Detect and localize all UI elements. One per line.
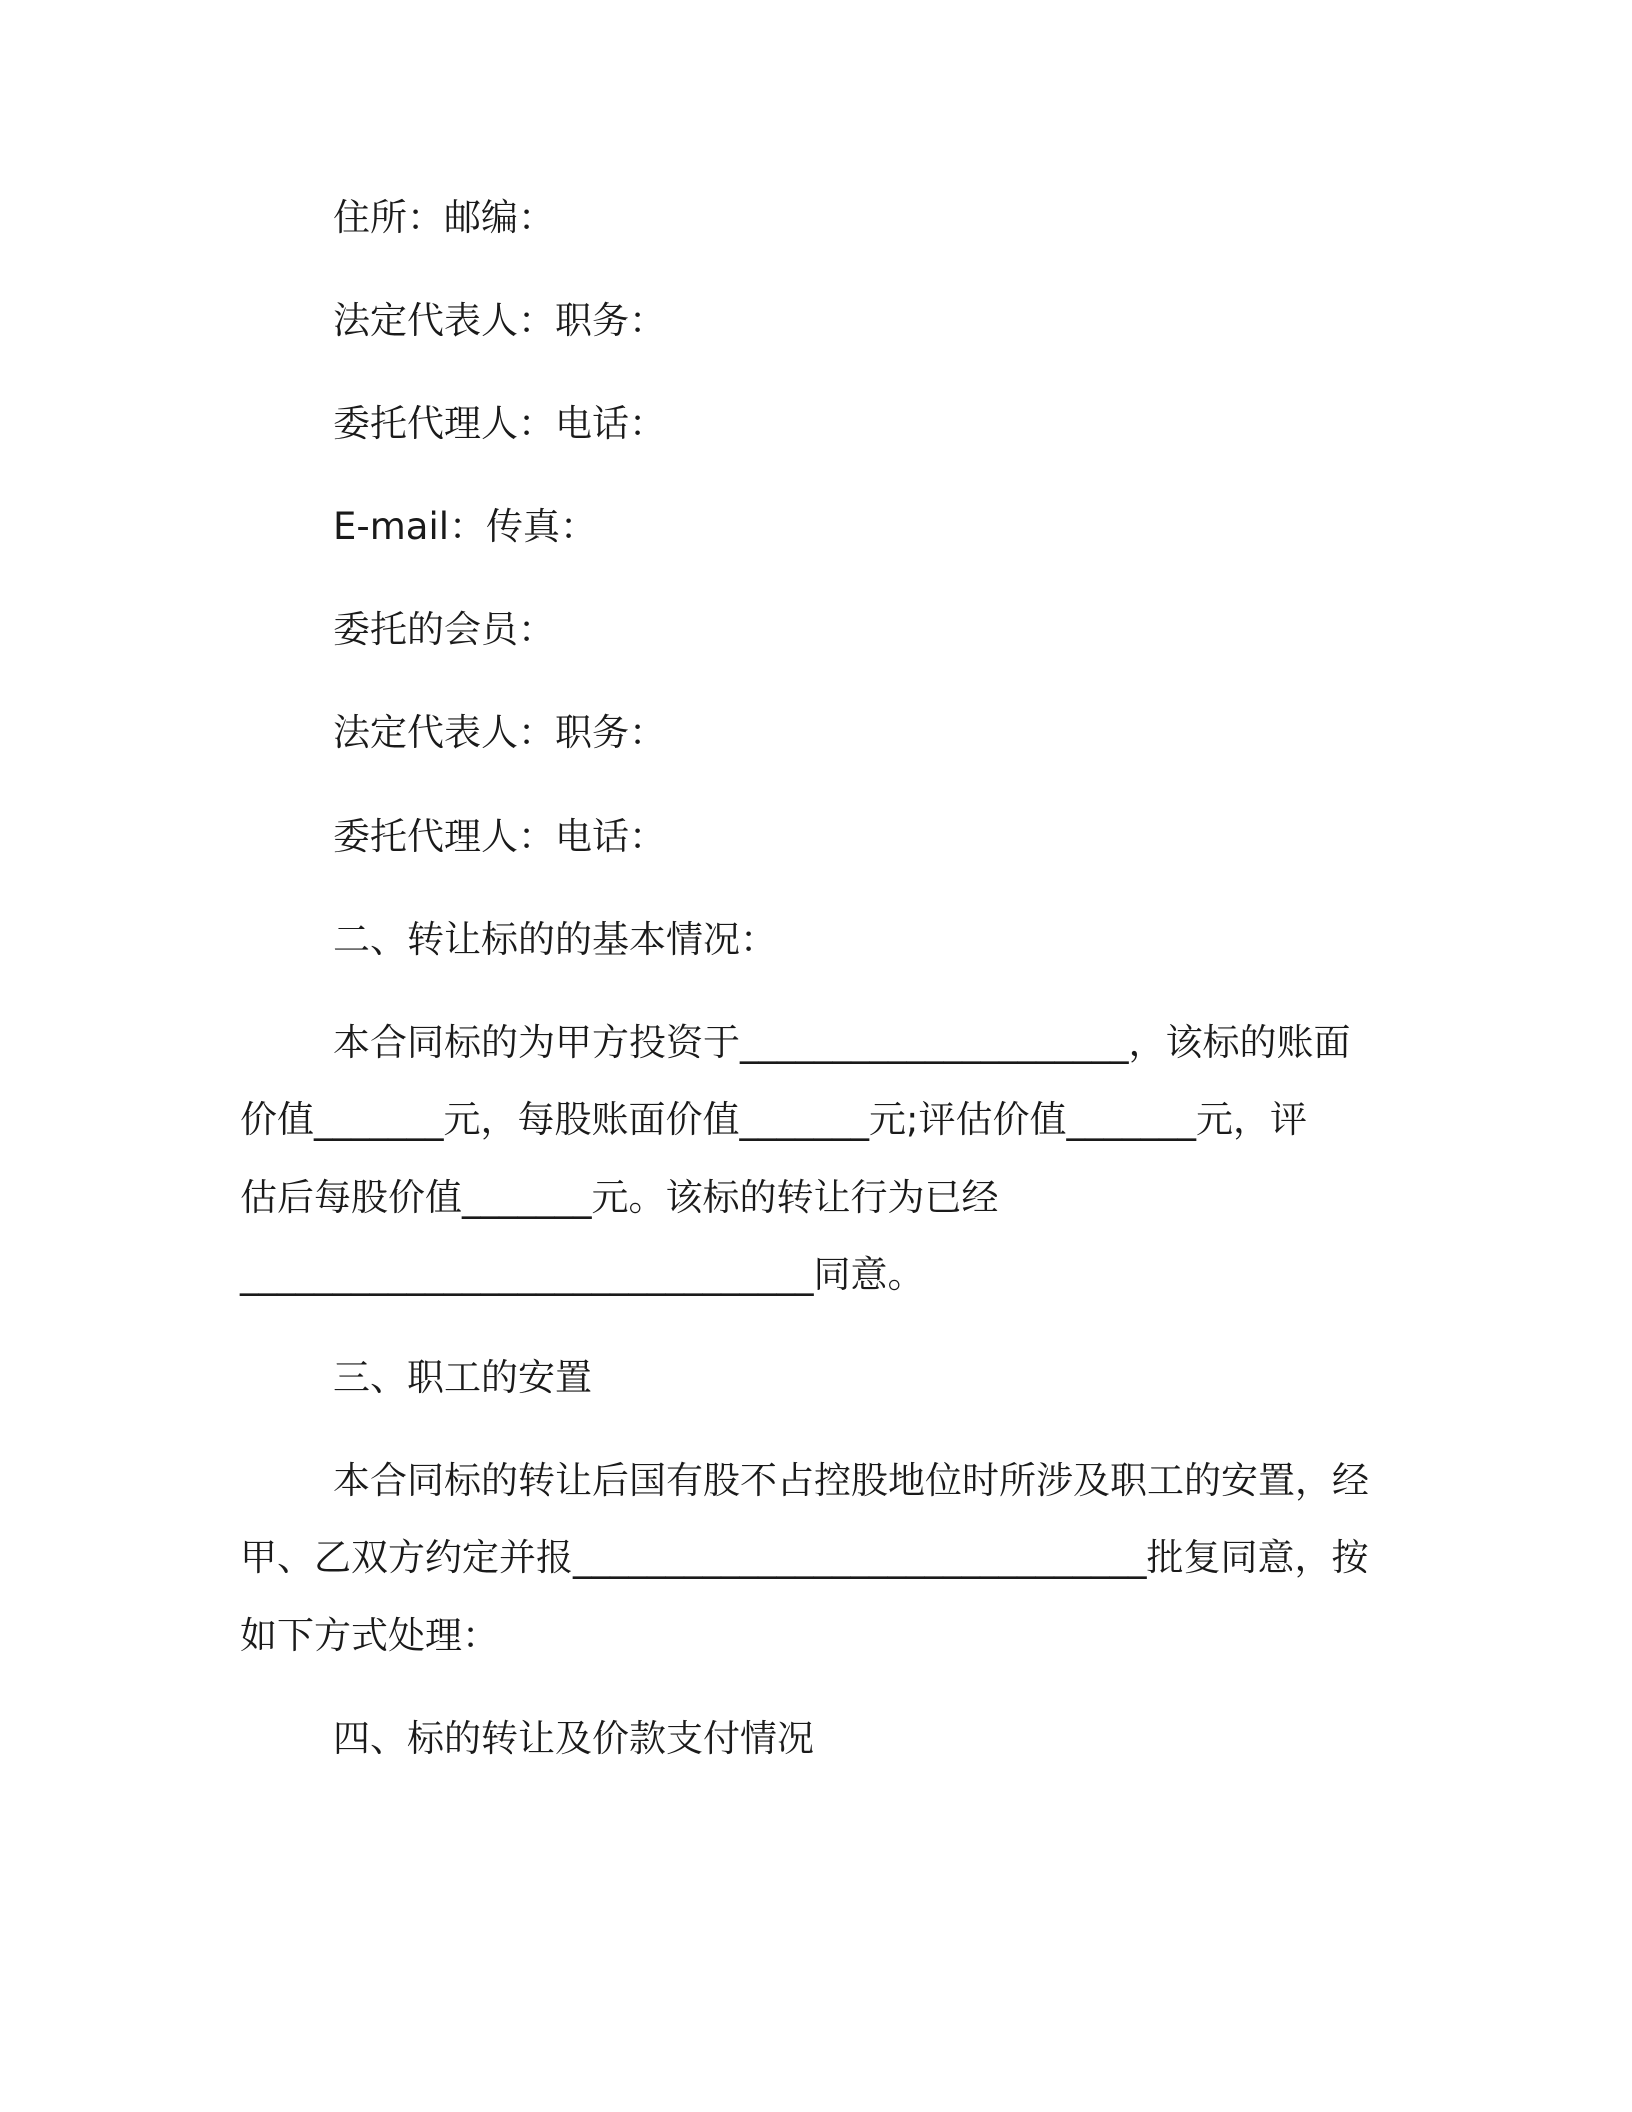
entrusted-member-line: 委托的会员：	[333, 608, 555, 651]
section-heading-2: 二、转让标的的基本情况：	[333, 918, 777, 961]
residence-postcode-line: 住所：邮编：	[333, 196, 555, 239]
paragraph-line: 价值_______元，每股账面价值_______元;评估价值_______元，评	[240, 1098, 1307, 1141]
paragraph-line: 本合同标的为甲方投资于_____________________，该标的账面	[333, 1021, 1351, 1064]
paragraph-line: 如下方式处理：	[240, 1614, 499, 1657]
paragraph-line: 甲、乙双方约定并报_______________________________批复同意，按	[240, 1536, 1369, 1579]
section-heading-3: 三、职工的安置	[333, 1356, 592, 1399]
paragraph-line: _______________________________同意。	[240, 1253, 925, 1296]
paragraph-line: 估后每股价值_______元。该标的转让行为已经	[240, 1176, 999, 1219]
section-heading-4: 四、标的转让及价款支付情况	[333, 1717, 814, 1760]
member-authorized-agent-line: 委托代理人：电话：	[333, 815, 666, 858]
member-legal-representative-line: 法定代表人：职务：	[333, 711, 666, 754]
legal-representative-line: 法定代表人：职务：	[333, 299, 666, 342]
paragraph-line: 本合同标的转让后国有股不占控股地位时所涉及职工的安置，经	[333, 1459, 1369, 1502]
authorized-agent-line: 委托代理人：电话：	[333, 402, 666, 445]
email-fax-line: E-mail：传真：	[333, 505, 598, 548]
